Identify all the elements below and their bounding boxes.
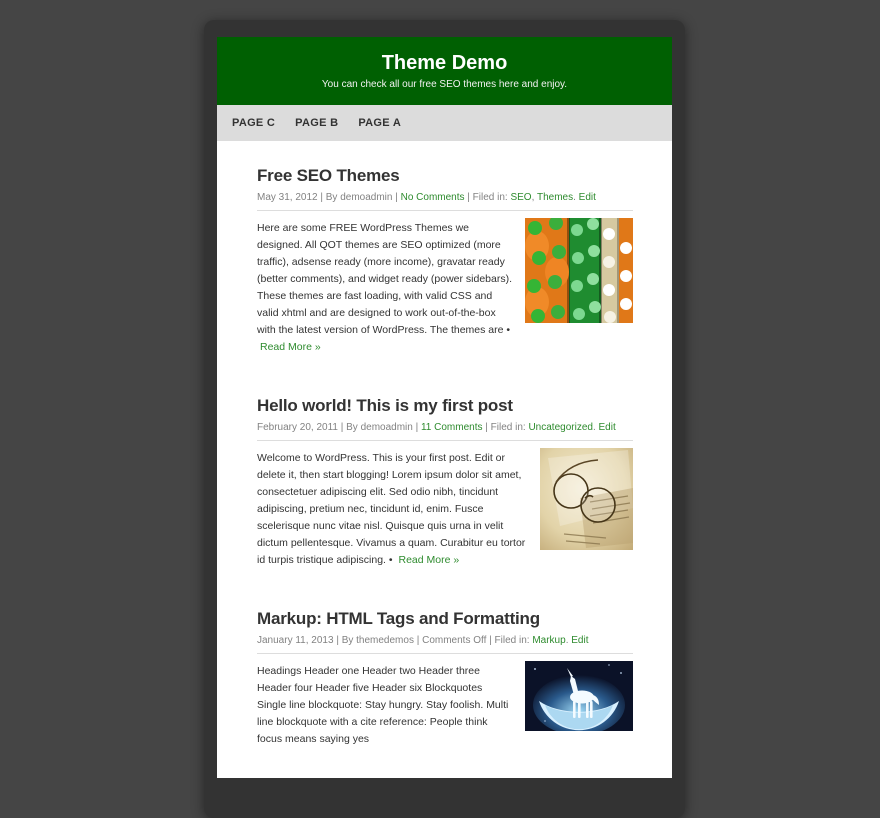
site-title[interactable]: Theme Demo bbox=[381, 52, 508, 74]
post-body bbox=[257, 220, 633, 356]
meta-link[interactable]: Edit bbox=[571, 635, 589, 646]
meta-link[interactable]: Markup bbox=[532, 635, 566, 646]
meta-text: | Filed in: bbox=[482, 422, 529, 433]
meta-text: . bbox=[565, 635, 572, 646]
meta-text: . bbox=[592, 422, 599, 433]
meta-text: February 20, 2011 | By demoadmin | bbox=[257, 422, 421, 433]
meta-link[interactable]: 11 Comments bbox=[420, 422, 483, 433]
meta-text: , bbox=[531, 192, 537, 203]
nav-item-page-c[interactable]: PAGE C bbox=[232, 117, 276, 129]
nav-item-page-b[interactable]: PAGE B bbox=[295, 117, 339, 129]
post-excerpt: Headings Header one Header two Header three Header four Header five Header six Blockquotes Single line blockquote: Stay hungry. Stay foolish. Multi line blockquote with a cite reference: People think focus means saying yes bbox=[257, 665, 509, 745]
read-more-link[interactable]: Read More » bbox=[260, 341, 321, 353]
post-body bbox=[257, 663, 633, 748]
meta-link[interactable]: Themes bbox=[536, 192, 574, 203]
meta-link[interactable]: No Comments bbox=[400, 192, 465, 203]
meta-text: | Filed in: bbox=[464, 192, 511, 203]
meta-link[interactable]: Edit bbox=[578, 192, 596, 203]
nav-item-page-a[interactable]: PAGE A bbox=[358, 117, 402, 129]
post-excerpt: Welcome to WordPress. This is your first post. Edit or delete it, then start blogging! Lorem ipsum dolor sit amet, consectetuer adipiscing elit. Sed odio nibh, tincidunt adipiscing, pretium nec, tincidunt id, enim. Fusce scelerisque nunc vitae nisl. Quisque quis urna in velit dictum pellentesque. Vivamus a quam. Curabitur eu tortor id turpis tristique adipiscing. • bbox=[257, 452, 526, 566]
post-excerpt: Here are some FREE WordPress Themes we designed. All QOT themes are SEO optimized (more traffic), adsense ready (more income), gravatar ready (better comments), and widget ready (power sidebars). These themes are fast loading, with valid CSS and valid xhtml and are designed to work out-of-the-box with the latest version of WordPress. The themes are • bbox=[257, 222, 513, 336]
content-area bbox=[217, 141, 672, 778]
post-title[interactable]: Markup: HTML Tags and Formatting bbox=[257, 609, 540, 628]
post-body bbox=[257, 450, 633, 569]
read-more-link[interactable]: Read More » bbox=[398, 554, 460, 566]
post-thumbnail-soda-bottles[interactable] bbox=[525, 218, 633, 323]
meta-link[interactable]: Edit bbox=[598, 422, 616, 433]
post-thumbnail-unicorn-moon[interactable] bbox=[525, 661, 633, 731]
meta-link[interactable]: Uncategorized bbox=[528, 422, 593, 433]
main-nav bbox=[217, 105, 672, 141]
post bbox=[257, 166, 633, 356]
meta-link[interactable]: SEO bbox=[510, 192, 532, 203]
site-tagline: You can check all our free SEO themes here and enjoy. bbox=[321, 79, 568, 90]
site-frame bbox=[204, 20, 685, 818]
post-meta bbox=[257, 422, 633, 441]
post-thumbnail-eyeglasses-letter[interactable] bbox=[540, 448, 633, 550]
post bbox=[257, 396, 633, 569]
post-meta bbox=[257, 192, 633, 211]
meta-text: . bbox=[573, 192, 579, 203]
site-header bbox=[217, 37, 672, 105]
meta-text: May 31, 2012 | By demoadmin | bbox=[257, 192, 401, 203]
post bbox=[257, 609, 633, 748]
post-title[interactable]: Free SEO Themes bbox=[257, 166, 400, 185]
post-title[interactable]: Hello world! This is my first post bbox=[257, 396, 513, 415]
meta-text: January 11, 2013 | By themedemos | Comments Off | Filed in: bbox=[257, 635, 533, 646]
post-meta bbox=[257, 635, 633, 654]
